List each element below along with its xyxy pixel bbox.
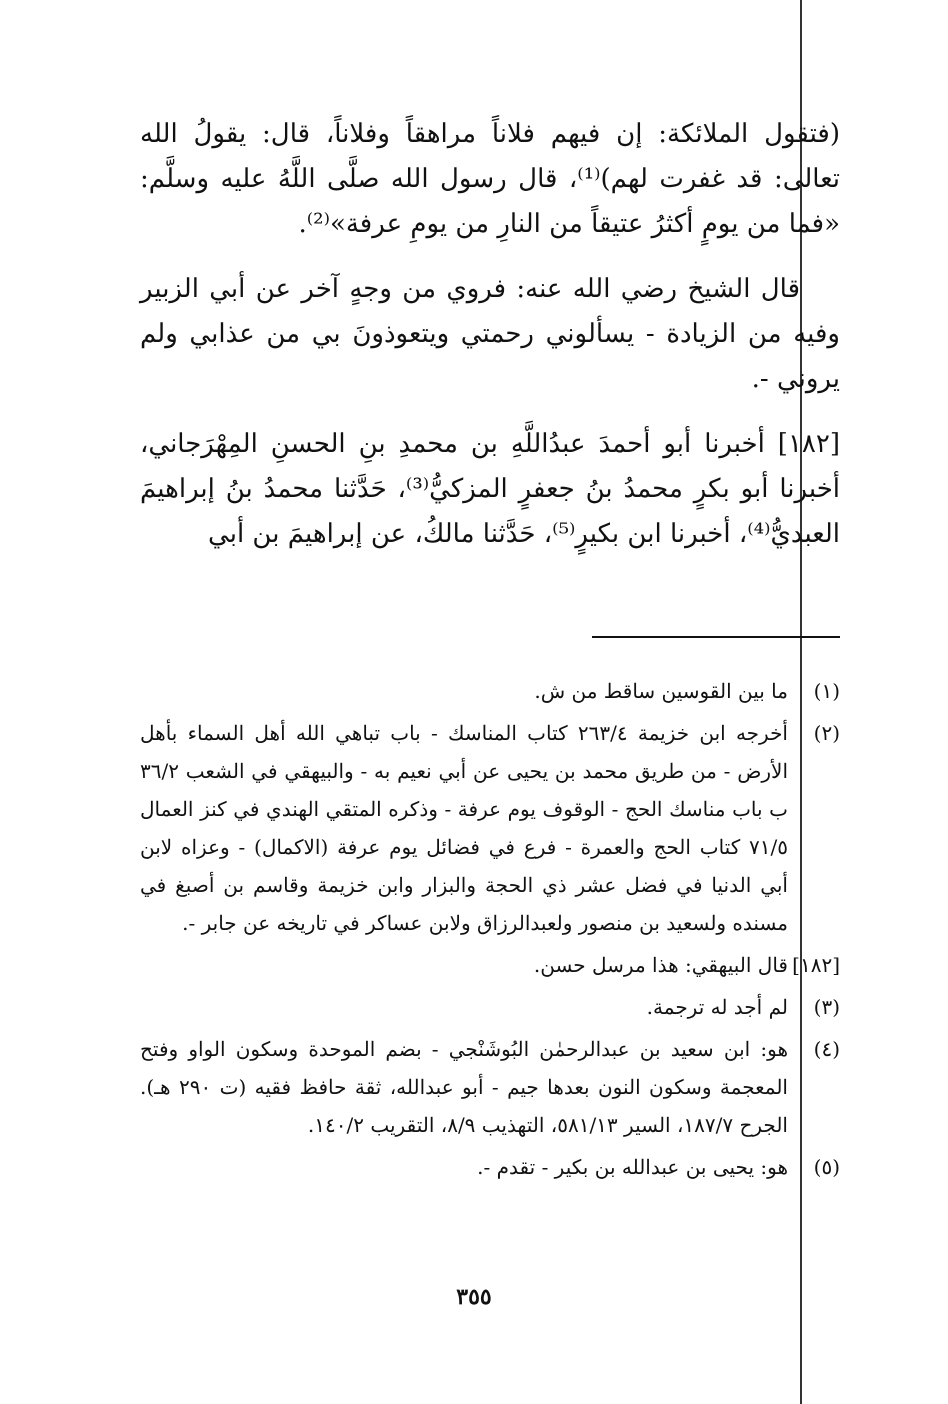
footnote-number: (٢) (813, 721, 840, 745)
footnote-text: هو: يحيى بن عبدالله بن بكير - تقدم -. (477, 1155, 788, 1179)
footnote (140, 1030, 840, 1144)
footnote-separator (592, 636, 840, 638)
footnote-text: لم أجد له ترجمة. (646, 995, 788, 1019)
footnote-number: (٥) (813, 1155, 840, 1179)
footnote-number: (٤) (813, 1037, 840, 1061)
footnote (140, 714, 840, 942)
footnote-text: قال البيهقي: هذا مرسل حسن. (533, 953, 788, 977)
footnote-number: (٣) (813, 995, 840, 1019)
footnote (140, 672, 840, 710)
footnote-number: (١) (813, 679, 840, 703)
paragraph-3: [١٨٢] أخبرنا أبو أحمدَ عبدُاللَّهِ بن محمدِ بنِ الحسنِ المِهْرَجاني، أخبرنا أبو بكرٍ محمدُ بنُ جعفرٍ المزكيُّ⁽³⁾، حَدَّثنا محمدُ بنُ إبراهيمَ العبديُّ⁽⁴⁾، أخبرنا ابن بكيرٍ⁽⁵⁾، حَدَّثنا مالكُ، عن إبراهيمَ بن أبي (140, 429, 840, 549)
footnote (140, 1148, 840, 1186)
page-number: ٣٥٥ (456, 1284, 492, 1310)
footnote (140, 946, 840, 984)
footnote-text: ما بين القوسين ساقط من ش. (534, 679, 788, 703)
footnote-text: أخرجه ابن خزيمة ٢٦٣/٤ كتاب المناسك - باب تباهي الله أهل السماء بأهل الأرض - من طريق محمد بن يحيى عن أبي نعيم به - والبيهقي في الشعب ٣٦/٢ ب باب مناسك الحج - الوقوف يوم عرفة - وذكره المتقي الهندي في كنز العمال ٧١/٥ كتاب الحج والعمرة - فرع في فضائل يوم عرفة (الاكمال) - وعزاه لابن أبي الدنيا في فضل عشر ذي الحجة والبزار وابن خزيمة وقاسم بن أصبغ في مسنده ولسعيد بن منصور ولعبدالرزاق ولابن عساكر في تاريخه عن جابر -. (140, 721, 788, 935)
paragraph-1: (فتقول الملائكة: إن فيهم فلاناً مراهقاً وفلاناً، قال: يقولُ الله تعالى: قد غفرت لهم)⁽¹⁾، قال رسول الله صلَّى اللَّهُ عليه وسلَّم: «فما من يومٍ أكثرُ عتيقاً من النارِ من يومِ عرفة»⁽²⁾. (140, 119, 840, 239)
main-text (140, 112, 840, 577)
footnote (140, 988, 840, 1026)
paragraph-2: قال الشيخ رضي الله عنه: فروي من وجهٍ آخر عن أبي الزبير وفيه من الزيادة - يسألوني رحمتي ويتعوذونَ بي من عذابي ولم يروني -. (140, 274, 840, 394)
footnotes (140, 672, 840, 1190)
footnote-number: [١٨٢] (792, 953, 840, 977)
footnote-text: هو: ابن سعيد بن عبدالرحمٰن البُوشَنْجي - بضم الموحدة وسكون الواو وفتح المعجمة وسكون النون بعدها جيم - أبو عبدالله، ثقة حافظ فقيه (ت ٢٩٠ هـ). الجرح ١٨٧/٧، السير ٥٨١/١٣، التهذيب ٨/٩، التقريب ١٤٠/٢. (140, 1037, 788, 1137)
